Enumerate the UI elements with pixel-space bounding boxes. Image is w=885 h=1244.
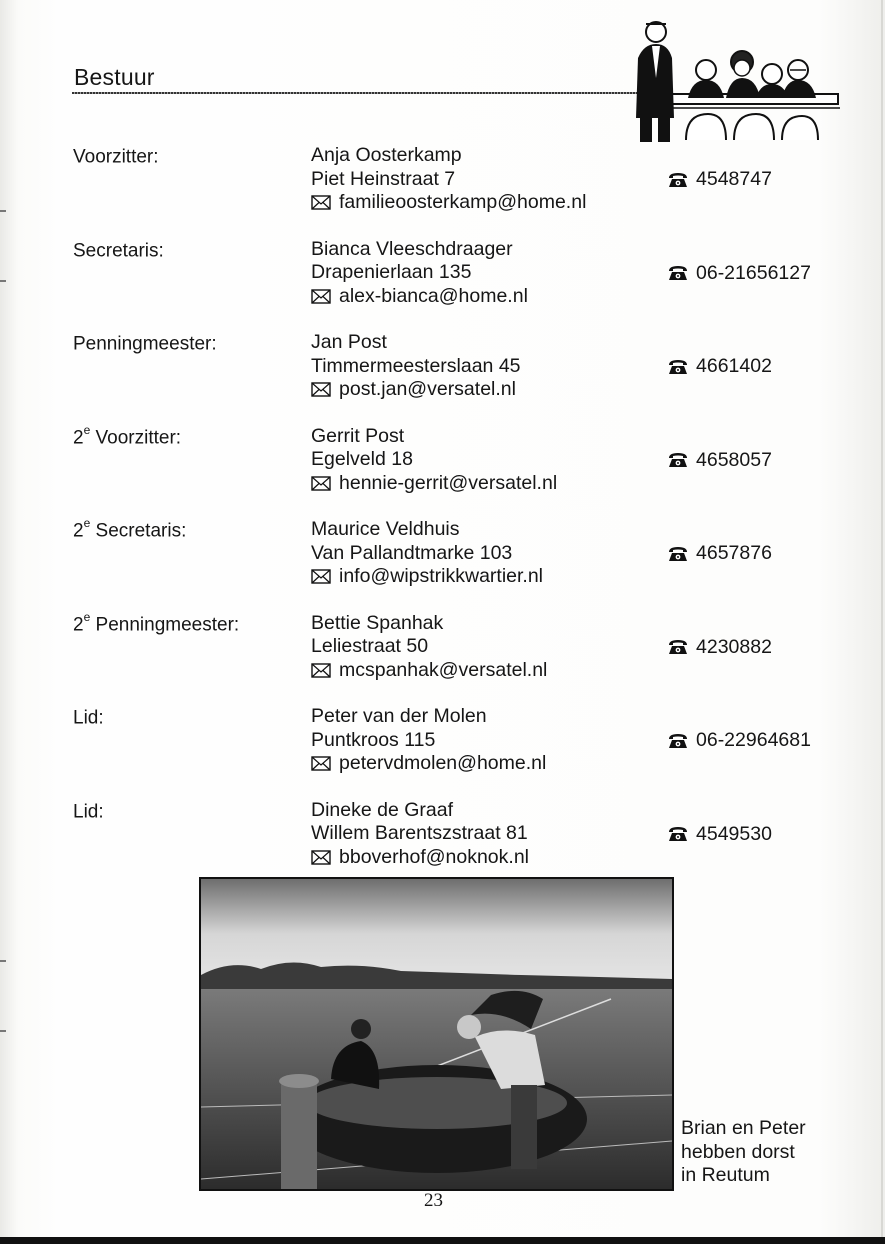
telephone-icon [668,733,688,749]
board-role [73,799,104,823]
contact-email-line [311,472,557,496]
role-title: Lid: [73,707,104,729]
contact-address: Timmermeesterslaan 45 [311,354,521,377]
binding-mark [0,1030,6,1032]
caption-line: Brian en Peter [681,1117,806,1139]
binding-mark [0,960,6,962]
meeting-cartoon-icon [622,18,844,146]
role-ordinal: 2 [73,426,84,448]
role-ordinal: 2 [73,520,84,542]
contact-name: Gerrit Post [311,424,405,447]
phone-number[interactable]: 06-21656127 [696,261,811,284]
contact-phone [668,449,772,472]
phone-number[interactable]: 4548747 [696,168,772,190]
caption-line: in Reutum [681,1164,770,1186]
envelope-icon [311,850,331,865]
role-title: Secretaris: [90,520,187,542]
phone-number[interactable]: 4658057 [696,448,772,471]
contact-email[interactable]: hennie-gerrit@versatel.nl [339,471,558,494]
contact-email[interactable]: petervdmolen@home.nl [339,752,547,774]
field-water-trough-photo [199,877,674,1191]
envelope-icon [311,289,331,304]
contact-name: Jan Post [311,331,387,353]
caption-line: hebben dorst [681,1140,795,1163]
phone-number[interactable]: 06-22964681 [696,729,811,751]
role-ordinal-suffix: e [83,516,91,530]
telephone-icon [668,639,688,655]
board-entry [0,705,885,795]
contact-details [311,144,586,215]
title-rule [72,92,652,94]
board-entry [0,331,885,421]
envelope-icon [311,382,331,397]
contact-phone [668,262,811,285]
contact-address: Leliestraat 50 [311,635,429,657]
phone-number[interactable]: 4661402 [696,355,772,377]
role-title: Voorzitter: [73,146,159,168]
role-ordinal: 2 [73,613,84,635]
envelope-icon [311,756,331,771]
contact-name: Peter van der Molen [311,705,487,727]
board-entry [0,799,885,889]
contact-email-line [311,191,586,215]
contact-email[interactable]: mcspanhak@versatel.nl [339,658,548,681]
contact-details [311,331,521,402]
board-entry [0,238,885,328]
contact-details [311,518,543,589]
role-title: Voorzitter: [90,426,182,448]
contact-address: Egelveld 18 [311,448,413,470]
phone-number[interactable]: 4549530 [696,822,772,845]
contact-email[interactable]: alex-bianca@home.nl [339,284,528,307]
contact-name: Bettie Spanhak [311,611,444,634]
board-entry [0,422,885,515]
board-entry [0,609,885,702]
envelope-icon [311,476,331,491]
telephone-icon [668,826,688,842]
board-role [73,144,159,168]
contact-name: Bianca Vleeschdraager [311,237,513,260]
role-title: Penningmeester: [90,613,240,635]
contact-name: Maurice Veldhuis [311,518,460,540]
contact-email[interactable]: bboverhof@noknok.nl [339,845,530,868]
contact-email-line [311,285,528,309]
role-ordinal-suffix: e [83,422,91,437]
contact-email-line [311,565,543,589]
contact-email[interactable]: familieoosterkamp@home.nl [339,191,587,213]
contact-phone [668,636,772,659]
contact-email[interactable]: info@wipstrikkwartier.nl [339,565,544,587]
contact-phone [668,168,772,191]
contact-address: Van Pallandtmarke 103 [311,541,513,564]
contact-email-line [311,752,546,776]
telephone-icon [668,172,688,188]
contact-name: Dineke de Graaf [311,798,453,821]
board-role [73,518,186,542]
role-title: Penningmeester: [73,333,217,355]
board-entry [0,144,885,234]
contact-phone [668,729,811,752]
phone-number[interactable]: 4230882 [696,635,772,658]
contact-phone [668,355,772,378]
board-entry [0,518,885,608]
telephone-icon [668,546,688,562]
contact-email-line [311,659,547,683]
board-role [73,705,104,729]
contact-email-line [311,378,521,402]
phone-number[interactable]: 4657876 [696,542,772,564]
telephone-icon [668,452,688,468]
contact-details [311,799,529,870]
contact-details [311,612,547,683]
role-ordinal-suffix: e [83,609,91,624]
contact-phone [668,542,772,565]
board-role [73,238,164,262]
board-role [73,331,217,355]
contact-address: Piet Heinstraat 7 [311,167,456,190]
contact-details [311,705,546,776]
board-role [73,609,240,636]
telephone-icon [668,359,688,375]
contact-phone [668,823,772,846]
contact-address: Drapenierlaan 135 [311,261,472,283]
contact-name: Anja Oosterkamp [311,144,462,166]
contact-address: Willem Barentszstraat 81 [311,822,528,844]
scan-edge [0,1237,885,1244]
contact-details [311,425,557,496]
contact-details [311,238,528,309]
telephone-icon [668,265,688,281]
role-title: Lid: [73,800,104,822]
envelope-icon [311,663,331,678]
photo-caption [681,1117,806,1188]
envelope-icon [311,195,331,210]
board-role [73,422,182,449]
page-number: 23 [424,1190,443,1211]
contact-email-line [311,846,529,870]
contact-address: Puntkroos 115 [311,728,436,751]
contact-email[interactable]: post.jan@versatel.nl [339,378,516,400]
role-title: Secretaris: [73,239,164,261]
page-title: Bestuur [74,64,155,90]
envelope-icon [311,569,331,584]
